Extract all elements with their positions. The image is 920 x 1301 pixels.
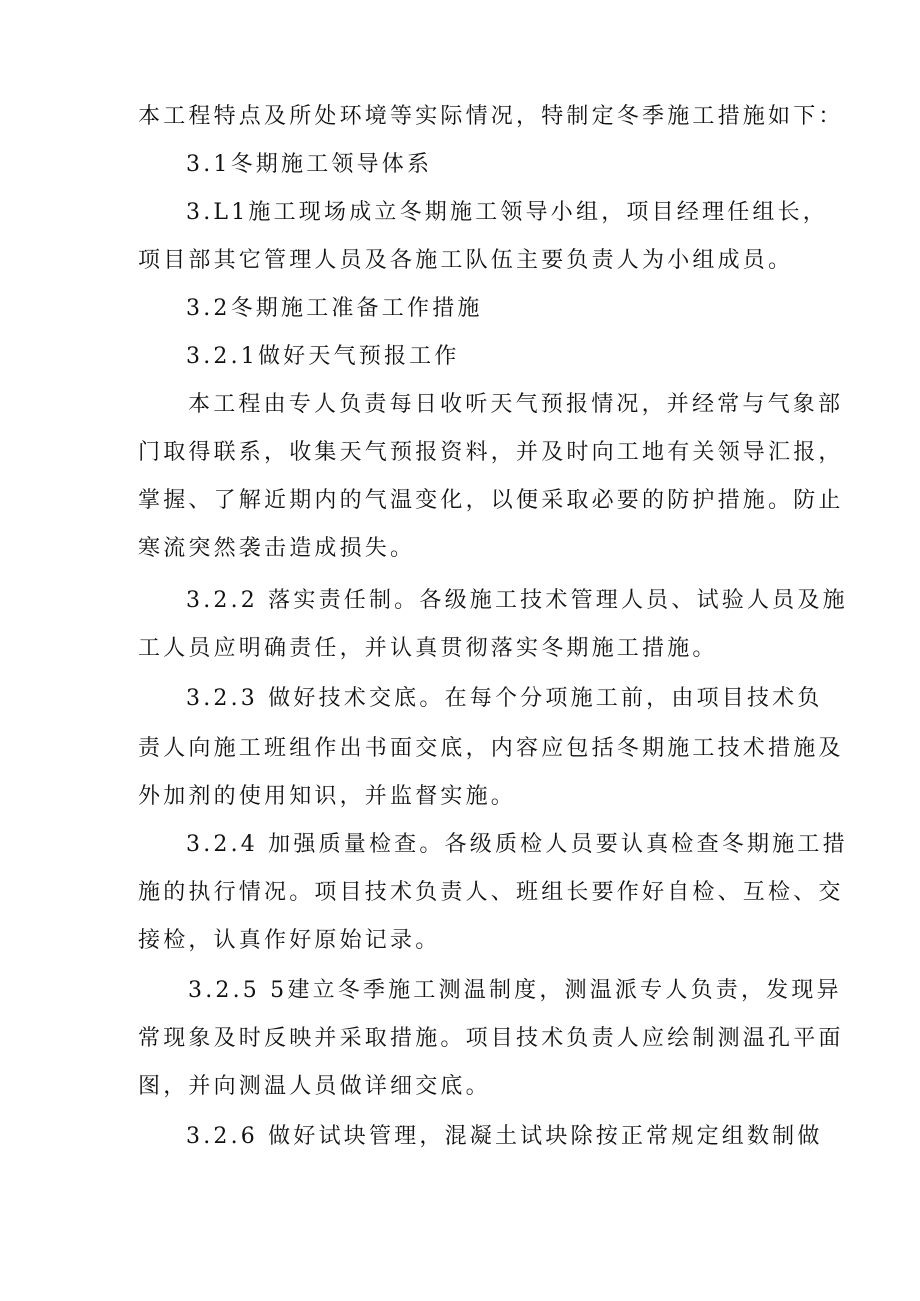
text-line: 工人员应明确责任，并认真贯彻落实冬期施工措施。 xyxy=(138,636,718,661)
text-line: 寒流突然袭击造成损失。 xyxy=(138,536,416,561)
text-line: 3.L1施工现场成立冬期施工领导小组，项目经理任组长， xyxy=(186,200,828,225)
text-line: 3.2.5 5建立冬季施工测温制度，测温派专人负责，发现异 xyxy=(188,978,842,1003)
text-line: 施的执行情况。项目技术负责人、班组长要作好自检、互检、交 xyxy=(138,880,844,905)
section-heading: 3.1冬期施工领导体系 xyxy=(186,152,433,177)
text-line: 外加剂的使用知识，并监督实施。 xyxy=(138,784,517,809)
text-line: 图，并向测温人员做详细交底。 xyxy=(138,1074,491,1099)
text-line: 常现象及时反映并采取措施。项目技术负责人应绘制测温孔平面 xyxy=(138,1026,844,1051)
text-line: 掌握、了解近期内的气温变化，以便采取必要的防护措施。防止 xyxy=(138,488,844,513)
text-line: 3.2.4 加强质量检查。各级质检人员要认真检查冬期施工措 xyxy=(186,832,848,857)
text-line: 3.2.6 做好试块管理，混凝土试块除按正常规定组数制做 xyxy=(186,1124,823,1149)
text-line: 本工程由专人负责每日收听天气预报情况，并经常与气象部 xyxy=(188,392,844,417)
text-line: 门取得联系，收集天气预报资料，并及时向工地有关领导汇报， xyxy=(138,440,844,465)
subsection-heading: 3.2.1做好天气预报工作 xyxy=(186,344,460,369)
text-line: 项目部其它管理人员及各施工队伍主要负责人为小组成员。 xyxy=(138,248,794,273)
text-line: 责人向施工班组作出书面交底，内容应包括冬期施工技术措施及 xyxy=(138,736,844,761)
text-line: 本工程特点及所处环境等实际情况，特制定冬季施工措施如下： xyxy=(138,104,844,129)
text-line: 3.2.3 做好技术交底。在每个分项施工前，由项目技术负 xyxy=(186,686,823,711)
text-line: 3.2.2 落实责任制。各级施工技术管理人员、试验人员及施 xyxy=(186,588,848,613)
section-heading: 3.2冬期施工准备工作措施 xyxy=(186,296,483,321)
text-line: 接检，认真作好原始记录。 xyxy=(138,928,441,953)
